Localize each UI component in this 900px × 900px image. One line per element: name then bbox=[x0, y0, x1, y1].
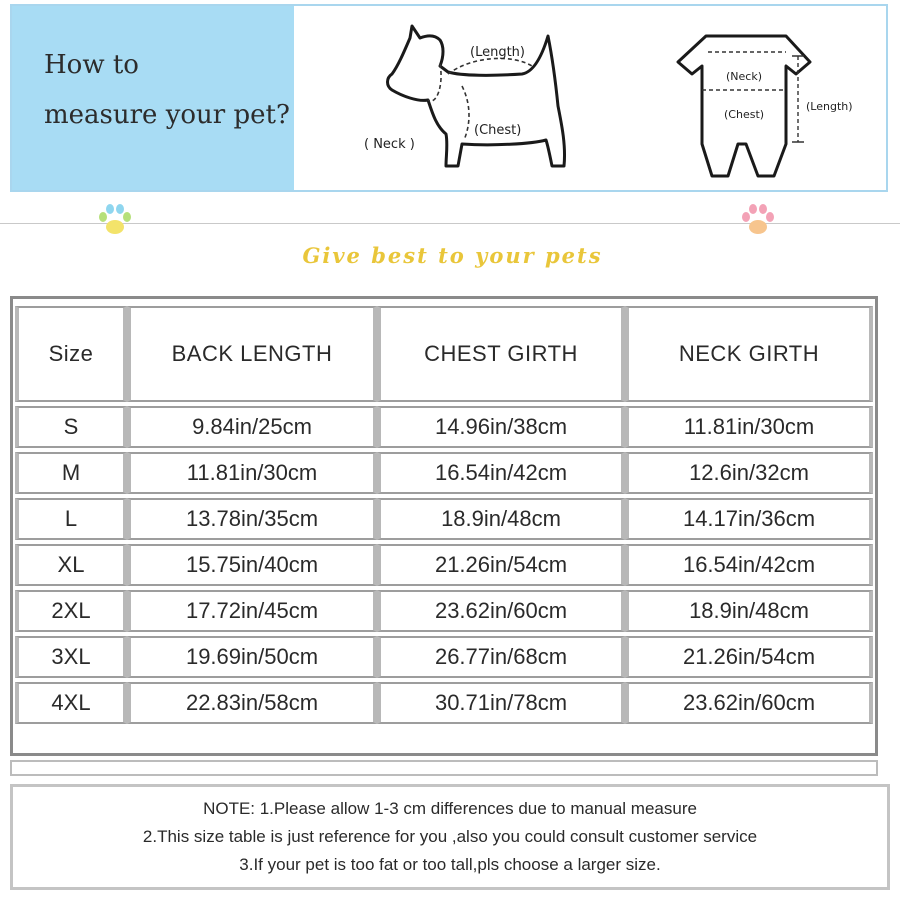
back-length-cell: 17.72in/45cm bbox=[127, 590, 377, 632]
dog-length-label: (Length) bbox=[470, 45, 525, 60]
table-row bbox=[15, 498, 873, 540]
table-header-row bbox=[15, 306, 873, 402]
chest-girth-cell: 16.54in/42cm bbox=[377, 452, 625, 494]
neck-girth-cell: 18.9in/48cm bbox=[625, 590, 873, 632]
notes-box bbox=[10, 784, 890, 890]
neck-dashed-line bbox=[428, 64, 441, 101]
back-length-cell: 11.81in/30cm bbox=[127, 452, 377, 494]
paw-print-icon bbox=[738, 200, 778, 240]
back-length-cell: 9.84in/25cm bbox=[127, 406, 377, 448]
size-cell: 4XL bbox=[15, 682, 127, 724]
note-line-3: 3.If your pet is too fat or too tall,pls choose a larger size. bbox=[239, 855, 661, 874]
header-size: Size bbox=[15, 306, 127, 402]
tagline: Give best to your pets bbox=[302, 243, 603, 268]
size-cell: XL bbox=[15, 544, 127, 586]
chest-girth-cell: 26.77in/68cm bbox=[377, 636, 625, 678]
table-row bbox=[15, 682, 873, 724]
back-length-cell: 19.69in/50cm bbox=[127, 636, 377, 678]
header-back-length: BACK LENGTH bbox=[127, 306, 377, 402]
neck-girth-cell: 23.62in/60cm bbox=[625, 682, 873, 724]
header-chest-girth: CHEST GIRTH bbox=[377, 306, 625, 402]
back-length-cell: 22.83in/58cm bbox=[127, 682, 377, 724]
table-row bbox=[15, 406, 873, 448]
table-row bbox=[15, 544, 873, 586]
chest-girth-cell: 21.26in/54cm bbox=[377, 544, 625, 586]
dog-measure-diagram bbox=[352, 16, 592, 188]
neck-girth-cell: 11.81in/30cm bbox=[625, 406, 873, 448]
size-table bbox=[15, 302, 873, 728]
coat-neck-label: (Neck) bbox=[726, 70, 762, 83]
chest-dashed-line bbox=[462, 86, 469, 140]
banner-title-line2: measure your pet? bbox=[44, 100, 290, 130]
table-row bbox=[15, 636, 873, 678]
back-length-cell: 15.75in/40cm bbox=[127, 544, 377, 586]
dog-neck-label: ( Neck ) bbox=[364, 137, 415, 152]
measure-banner bbox=[10, 4, 888, 192]
neck-girth-cell: 14.17in/36cm bbox=[625, 498, 873, 540]
paw-print-icon bbox=[95, 200, 135, 240]
coat-chest-label: (Chest) bbox=[724, 108, 765, 121]
banner-title bbox=[44, 40, 294, 140]
size-cell: 3XL bbox=[15, 636, 127, 678]
neck-girth-cell: 12.6in/32cm bbox=[625, 452, 873, 494]
table-row bbox=[15, 452, 873, 494]
length-dashed-line bbox=[448, 58, 532, 74]
header-neck-girth: NECK GIRTH bbox=[625, 306, 873, 402]
coat-length-label: (Length) bbox=[806, 100, 853, 113]
size-cell: 2XL bbox=[15, 590, 127, 632]
banner-title-panel bbox=[12, 6, 294, 190]
back-length-cell: 13.78in/35cm bbox=[127, 498, 377, 540]
size-cell: S bbox=[15, 406, 127, 448]
chest-girth-cell: 30.71in/78cm bbox=[377, 682, 625, 724]
size-cell: L bbox=[15, 498, 127, 540]
banner-title-line1: How to bbox=[44, 50, 139, 80]
size-cell: M bbox=[15, 452, 127, 494]
chest-girth-cell: 23.62in/60cm bbox=[377, 590, 625, 632]
neck-girth-cell: 16.54in/42cm bbox=[625, 544, 873, 586]
note-line-1: NOTE: 1.Please allow 1-3 cm differences due to manual measure bbox=[203, 799, 697, 818]
neck-girth-cell: 21.26in/54cm bbox=[625, 636, 873, 678]
size-chart bbox=[10, 296, 878, 756]
dog-chest-label: (Chest) bbox=[474, 123, 522, 138]
table-row bbox=[15, 590, 873, 632]
note-line-2: 2.This size table is just reference for you ,also you could consult customer service bbox=[142, 827, 758, 846]
chest-girth-cell: 18.9in/48cm bbox=[377, 498, 625, 540]
coat-measure-diagram bbox=[662, 26, 862, 186]
table-footer-bar bbox=[10, 760, 878, 776]
chest-girth-cell: 14.96in/38cm bbox=[377, 406, 625, 448]
coat-outline bbox=[678, 36, 810, 176]
